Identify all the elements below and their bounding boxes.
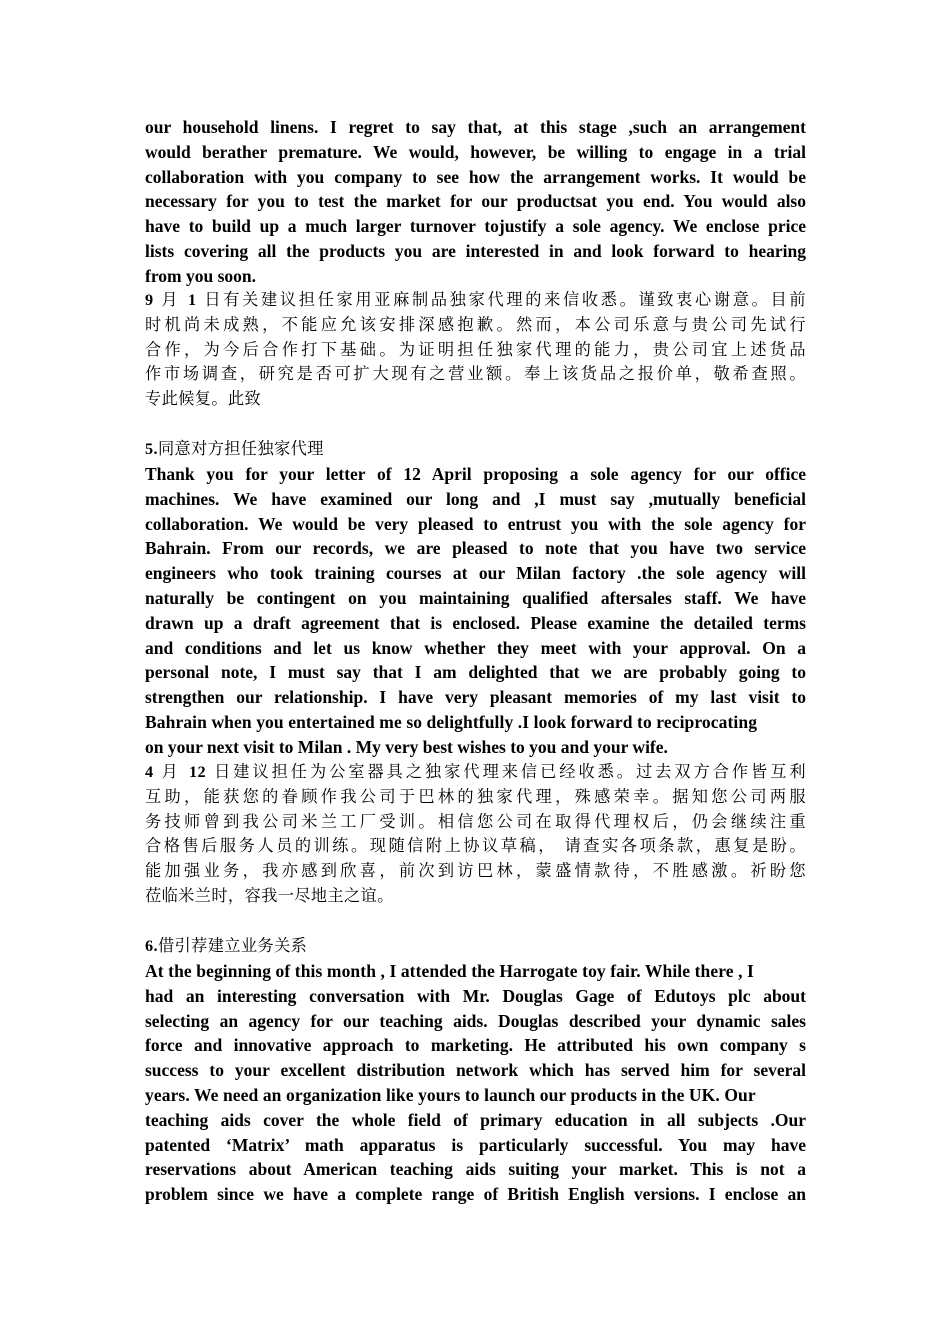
date-month-unit: 月: [153, 762, 189, 781]
date-month-unit: 月: [153, 290, 189, 309]
section5-chinese-paragraph: [145, 760, 806, 909]
section6-english-paragraph: [145, 959, 806, 1207]
text-line: strengthen our relationship. I have very pleasant memories of my last visit to: [145, 687, 806, 708]
date-day: 12: [188, 763, 206, 781]
text-segment: 日建议担任为公室器具之独家代理来信已经收悉。过去双方合作皆互利: [205, 762, 806, 781]
text-line: [145, 288, 806, 313]
text-line: teaching aids cover the whole field of primary education in all subjects .Our: [145, 1109, 806, 1130]
text-line: drawn up a draft agreement that is enclosed. Please examine the detailed terms: [145, 612, 806, 633]
text-line: have to build up a much larger turnover tojustify a sole agency. We enclose price: [145, 216, 806, 237]
date-month: 9: [145, 291, 154, 309]
text-line: 能加强业务，我亦感到欣喜，前次到访巴林，蒙盛情款待，不胜感激。祈盼您: [145, 861, 806, 881]
text-line: 合格售后服务人员的训练。现随信附上协议草稿， 请查实各项条款，惠复是盼。: [145, 836, 806, 856]
section-number: 5.: [145, 440, 158, 458]
text-line: naturally be contingent on you maintaining qualified aftersales staff. We have: [145, 587, 806, 608]
section6-heading: [145, 934, 806, 959]
text-line: patented ‘Matrix’ math apparatus is particularly successful. You may have: [145, 1134, 806, 1155]
section-title: 同意对方担任独家代理: [157, 439, 324, 458]
text-line: would berather premature. We would, however, be willing to engage in a trial: [145, 141, 806, 162]
text-line: selecting an agency for our teaching aids. Douglas described your dynamic sales: [145, 1010, 806, 1031]
text-line: from you soon.: [145, 265, 257, 286]
text-line: collaboration. We would be very pleased to entrust you with the sole agency for: [145, 513, 806, 534]
text-line: 合作，为今后合作打下基础。为证明担任独家代理的能力，贵公司宜上述货品: [145, 339, 806, 359]
text-line: engineers who took training courses at our Milan factory .the sole agency will: [145, 563, 806, 584]
text-line: At the beginning of this month , I attended the Harrogate toy fair. While there , I: [145, 961, 754, 981]
text-line: our household linens. I regret to say that, at this stage ,such an arrangement: [145, 117, 806, 137]
date-day: 1: [188, 291, 197, 309]
text-line: on your next visit to Milan . My very best wishes to you and your wife.: [145, 736, 668, 757]
text-line: personal note, I must say that I am delighted that we are probably going to: [145, 662, 806, 683]
section4-chinese-paragraph: [145, 288, 806, 412]
text-line: collaboration with you company to see how the arrangement works. It would be: [145, 166, 806, 187]
text-line: 专此候复。此致: [145, 389, 262, 409]
text-line: machines. We have examined our long and ,I must say ,mutually beneficial: [145, 488, 806, 509]
text-line: lists covering all the products you are interested in and look forward to hearing: [145, 240, 806, 261]
text-line: success to your excellent distribution network which has served him for several: [145, 1060, 806, 1081]
section4-english-paragraph: [145, 115, 806, 289]
heading-line: [145, 437, 806, 462]
heading-line: [145, 934, 806, 959]
section5-heading: [145, 437, 806, 462]
text-line: Bahrain when you entertained me so delightfully .I look forward to reciprocating: [145, 711, 758, 732]
text-line: force and innovative approach to marketing. He attributed his own company s: [145, 1035, 806, 1056]
text-segment: 日有关建议担任家用亚麻制品独家代理的来信收悉。谨致衷心谢意。目前: [196, 290, 807, 309]
text-line: problem since we have a complete range of British English versions. I enclose an: [145, 1184, 806, 1205]
text-line: 莅临米兰时，容我一尽地主之谊。: [145, 885, 394, 905]
text-line: 互助，能获您的眷顾作我公司于巴林的独家代理，殊感荣幸。据知您公司两服: [145, 786, 806, 806]
text-line: Thank you for your letter of 12 April proposing a sole agency for our office: [145, 464, 806, 484]
text-line: and conditions and let us know whether they meet with your approval. On a: [145, 637, 806, 658]
text-line: years. We need an organization like yours to launch our products in the UK. Our: [145, 1084, 756, 1105]
section5-english-paragraph: [145, 462, 806, 760]
text-line: [145, 760, 806, 785]
text-line: had an interesting conversation with Mr. Douglas Gage of Edutoys plc about: [145, 985, 806, 1006]
section-number: 6.: [145, 937, 158, 955]
text-line: reservations about American teaching aids suiting your market. This is not a: [145, 1159, 806, 1180]
text-line: 务技师曾到我公司米兰工厂受训。相信您公司在取得代理权后，仍会继续注重: [145, 811, 806, 831]
text-line: Bahrain. From our records, we are pleased to note that you have two service: [145, 538, 806, 559]
section-title: 借引荐建立业务关系: [157, 936, 308, 955]
text-line: necessary for you to test the market for our productsat you end. You would also: [145, 191, 806, 212]
text-line: 时机尚未成熟，不能应允该安排深感抱歉。然而，本公司乐意与贵公司先试行: [145, 314, 806, 334]
text-line: 作市场调查，研究是否可扩大现有之营业额。奉上该货品之报价单，敬希查照。: [145, 364, 806, 384]
date-month: 4: [145, 763, 154, 781]
